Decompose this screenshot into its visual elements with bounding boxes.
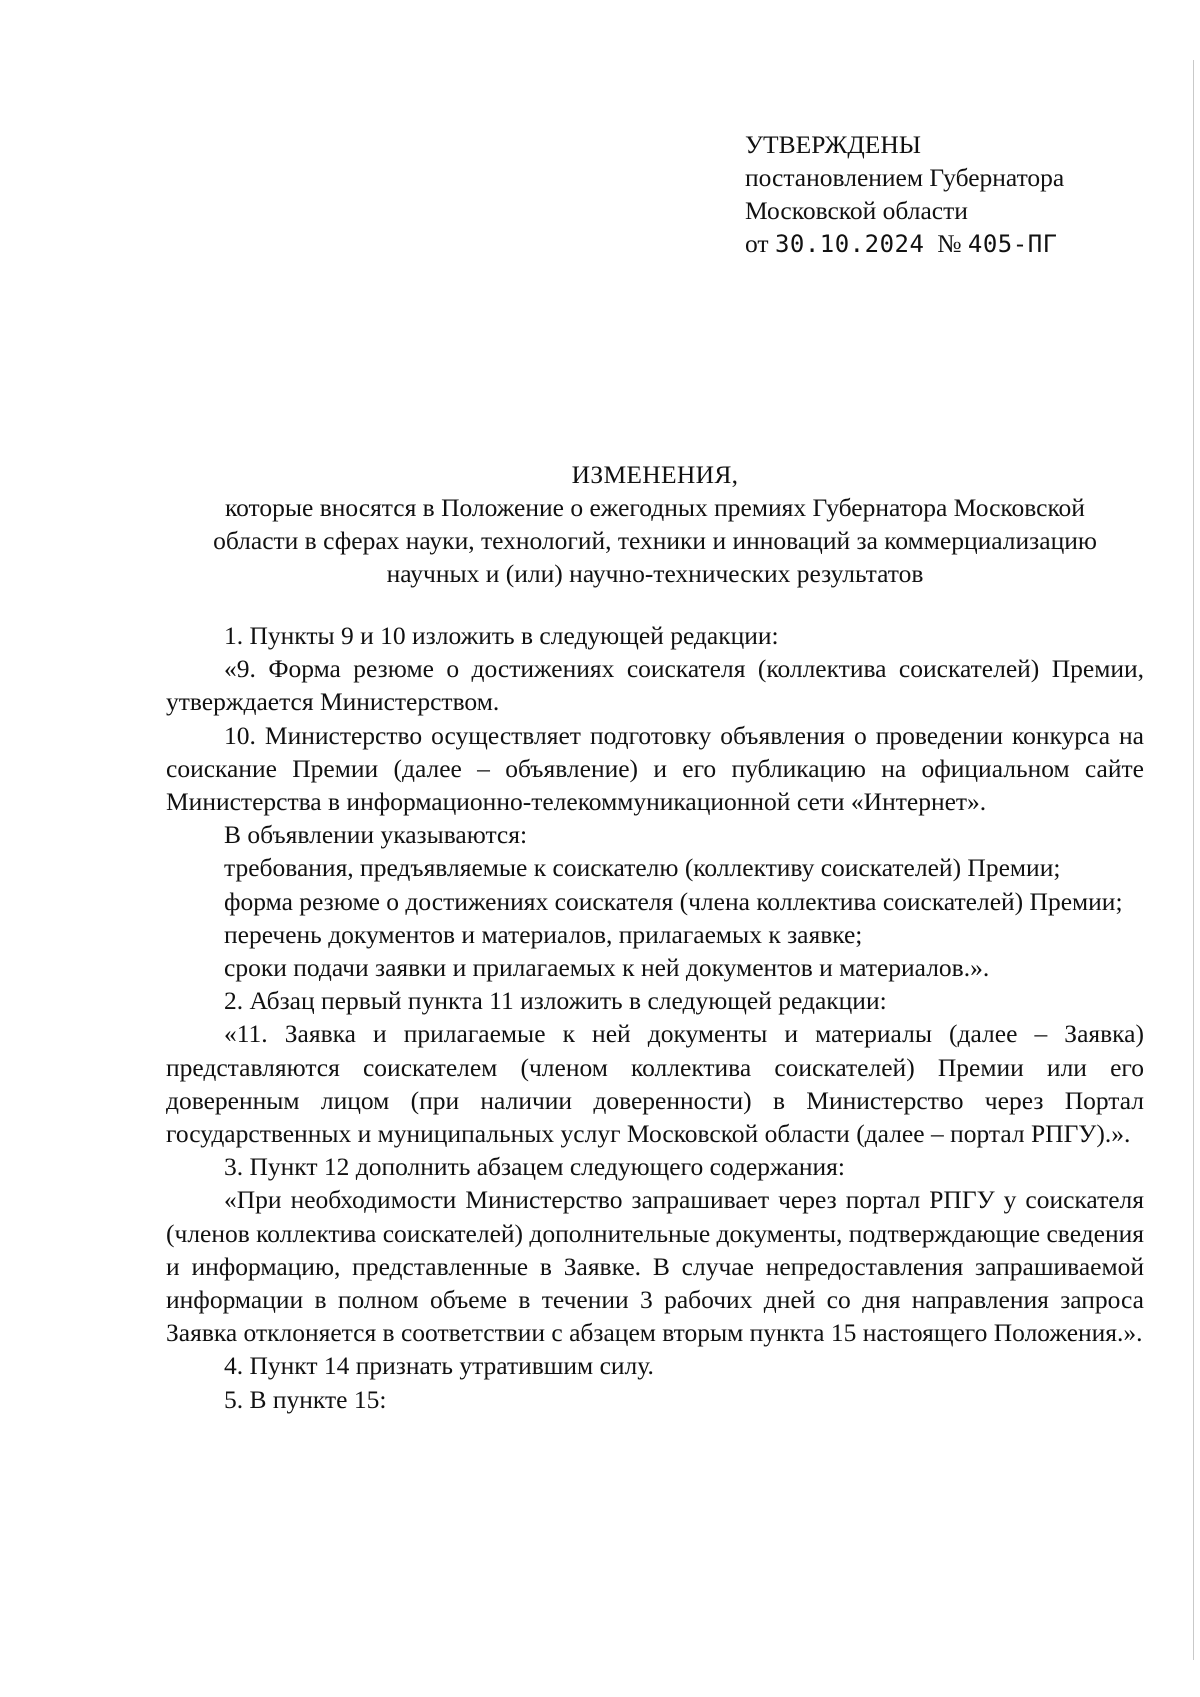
approval-block [745,128,1064,261]
scan-edge-line [1193,60,1194,1660]
paragraph: «При необходимости Министерство запрашивает через портал РПГУ у соискателя (членов коллектива соискателей) дополнительные документы, подтверждающие сведения и информацию, представленные в Заявке. В случае непредоставления запрашиваемой информации в полном объеме в течении 3 рабочих дней со дня направления запроса Заявка отклоняется в соответствии с абзацем вторым пункта 15 настоящего Положения.». [166,1185,1144,1348]
paragraph: требования, предъявляемые к соискателю (коллективу соискателей) Премии; [224,853,1061,883]
title-heading: ИЗМЕНЕНИЯ, [571,460,739,489]
paragraph: форма резюме о достижениях соискателя (члена коллектива соискателей) Премии; [224,886,1123,916]
document-body [166,619,1144,1416]
paragraph: В объявлении указываются: [224,820,528,850]
approval-decree-line: постановлением Губернатора [745,163,1065,192]
approval-number-sign: № [937,229,962,258]
approval-date-line [745,227,1064,261]
paragraph: 1. Пункты 9 и 10 изложить в следующей редакции: [224,621,779,650]
title-subtitle-line: которые вносятся в Положение о ежегодных премиях Губернатора Московской [225,493,1085,522]
title-subtitle-line: научных и (или) научно-технических результатов [386,559,924,588]
paragraph: 2. Абзац первый пункта 11 изложить в следующей редакции: [224,986,887,1016]
approval-number: 405-ПГ [967,230,1058,258]
approval-date-prefix: от [745,229,769,258]
paragraph: 4. Пункт 14 признать утратившим силу. [224,1351,654,1381]
title-subtitle-line: области в сферах науки, технологий, техники и инноваций за коммерциализацию [213,526,1097,555]
document-title [160,458,1150,590]
paragraph: 10. Министерство осуществляет подготовку объявления о проведении конкурса на соискание Премии (далее – объявление) и его публикацию на официальном сайте Министерства в информационно-телекоммуникационной сети «Интернет». [166,720,1144,817]
approval-region-line: Московской области [745,196,968,225]
approval-status: УТВЕРЖДЕНЫ [745,130,921,159]
paragraph: 3. Пункт 12 дополнить абзацем следующего содержания: [224,1152,845,1182]
approval-date: 30.10.2024 [774,230,925,258]
paragraph: 5. В пункте 15: [224,1384,387,1414]
paragraph: перечень документов и материалов, прилагаемых к заявке; [224,919,863,949]
paragraph: сроки подачи заявки и прилагаемых к ней документов и материалов.». [224,953,990,983]
paragraph: «11. Заявка и прилагаемые к ней документы и материалы (далее – Заявка) представляются соискателем (членом коллектива соискателей) Премии или его доверенным лицом (при наличии доверенности) в Министерство через Портал государственных и муниципальных услуг Московской области (далее – портал РПГУ).». [166,1019,1144,1149]
paragraph: «9. Форма резюме о достижениях соискателя (коллектива соискателей) Премии, утверждается Министерством. [166,654,1144,717]
